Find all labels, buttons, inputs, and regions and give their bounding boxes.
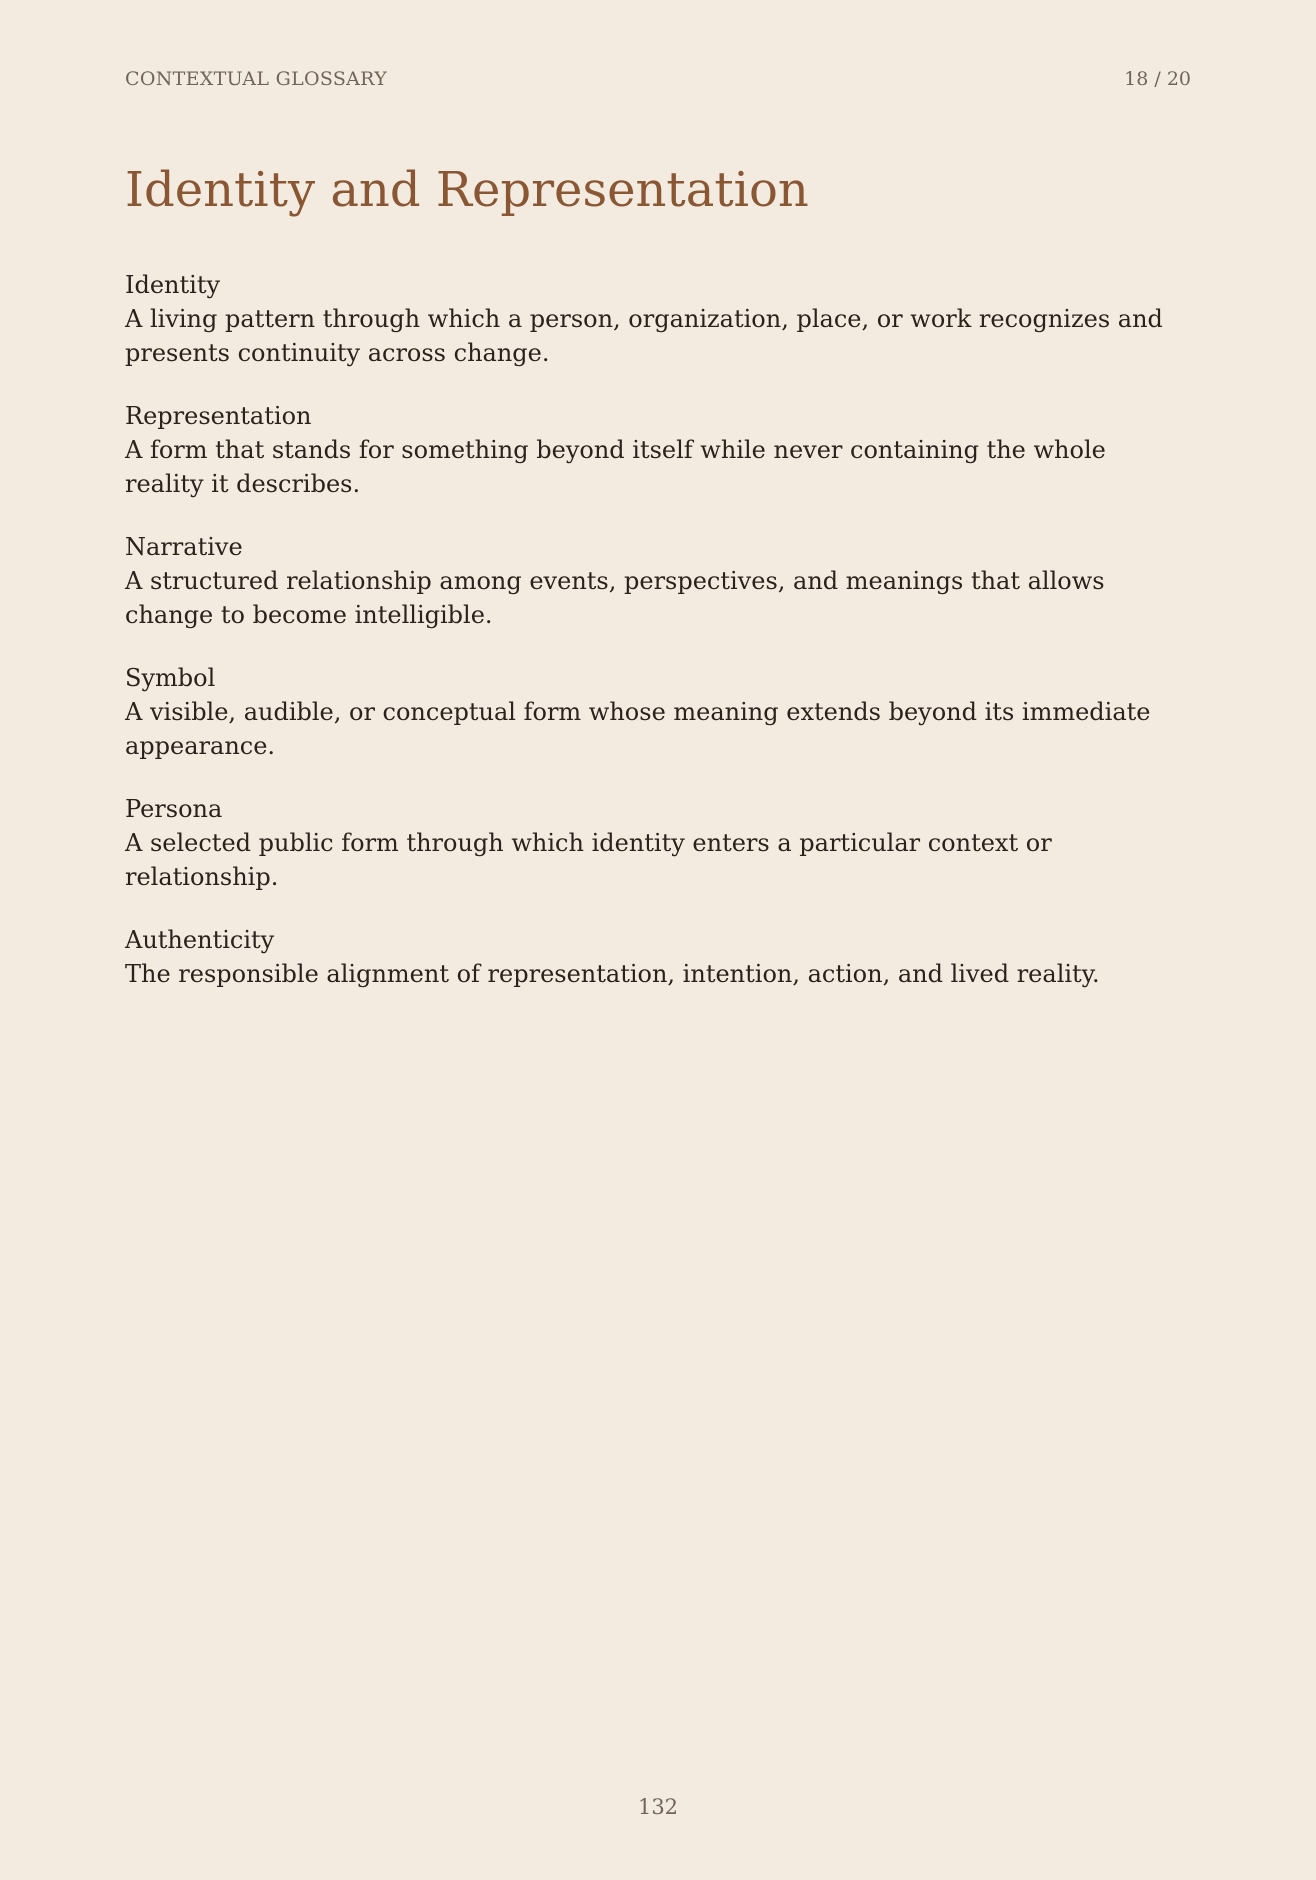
glossary-term: Identity [125,271,221,299]
glossary-entry [125,399,1191,501]
glossary-entry [125,923,1191,991]
glossary-entry [125,792,1191,894]
page-counter: 18 / 20 [1124,68,1191,90]
glossary-entry [125,268,1191,370]
glossary-list [125,268,1191,1020]
running-title: CONTEXTUAL GLOSSARY [125,68,388,90]
glossary-entry [125,530,1191,632]
page-number: 132 [637,1795,679,1819]
page-title: Identity and Representation [125,162,809,218]
glossary-term: Persona [125,795,223,823]
glossary-definition: The responsible alignment of representation, intention, action, and lived reality. [125,960,1100,988]
glossary-definition: A selected public form through which identity enters a particular context or relationship. [125,829,1052,891]
glossary-term: Representation [125,402,312,430]
glossary-term: Authenticity [125,926,275,954]
glossary-entry [125,661,1191,763]
glossary-term: Symbol [125,664,216,692]
glossary-definition: A structured relationship among events, perspectives, and meanings that allows change to become intelligible. [125,567,1105,629]
page-header [125,68,1191,98]
glossary-definition: A living pattern through which a person, organization, place, or work recognizes and presents continuity across change. [125,305,1163,367]
glossary-term: Narrative [125,533,243,561]
glossary-definition: A form that stands for something beyond itself while never containing the whole reality it describes. [125,436,1106,498]
glossary-definition: A visible, audible, or conceptual form whose meaning extends beyond its immediate appearance. [125,698,1151,760]
